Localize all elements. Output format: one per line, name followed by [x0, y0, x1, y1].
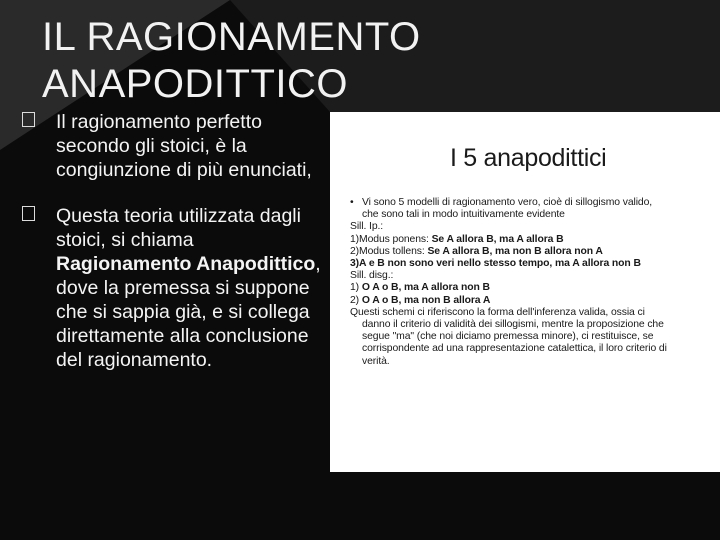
panel-modus-ponens	[350, 234, 710, 246]
bullet-item-1	[22, 110, 322, 182]
panel-intro-text-1: Vi sono 5 modelli di ragionamento vero, cioè di sillogismo valido,	[362, 197, 653, 208]
panel-conclusion-line-1: Questi schemi ci riferiscono la forma dell'inferenza valida, ossia ci	[350, 306, 645, 318]
bullet-text-2-after: , dove la premessa si suppone che si sappia già, e si collega direttamente alla conclusione del ragionamento.	[56, 253, 321, 371]
slide-title	[42, 14, 462, 108]
embedded-slide-image	[330, 112, 720, 472]
panel-disg-1-label: 1)	[350, 282, 362, 294]
panel-modus-ponens-rule: Se A allora B, ma A allora B	[431, 233, 564, 245]
panel-third-rule-text: 3)A e B non sono veri nello stesso tempo, ma A allora non B	[350, 258, 641, 270]
panel-modus-ponens-label: 1)Modus ponens:	[350, 233, 432, 245]
panel-intro-line-1	[350, 197, 710, 209]
bullet-box-icon	[22, 206, 35, 221]
panel-sill-ip: Sill. Ip.:	[350, 221, 384, 233]
bullet-text-2	[56, 204, 322, 372]
panel-disg-2-label: 2)	[350, 294, 362, 306]
slide-title-line-1: IL RAGIONAMENTO	[42, 15, 421, 59]
panel-body	[350, 197, 710, 368]
panel-heading: I 5 anapodittici	[450, 144, 607, 172]
panel-sill-disg: Sill. disg.:	[350, 270, 394, 282]
slide-title-line-2: ANAPODITTICO	[42, 62, 349, 106]
panel-disg-1-rule: O A o B, ma A allora non B	[361, 282, 490, 294]
panel-conclusion-line-5: verità.	[362, 355, 390, 367]
bullet-box-icon	[22, 112, 35, 127]
bullet-text-2-bold: Ragionamento Anapodittico	[56, 253, 316, 275]
panel-third-rule	[350, 258, 710, 270]
bullet-text-1: Il ragionamento perfetto secondo gli stoici, è la congiunzione di più enunciati,	[56, 111, 312, 181]
panel-conclusion-line-3: segue "ma" (che noi diciamo premessa minore), ci restituisce, se	[362, 331, 654, 343]
panel-conclusion-line-2: danno il criterio di validità dei sillogismi, mentre la proposizione che	[362, 319, 664, 331]
panel-modus-tollens-rule: Se A allora B, ma non B allora non A	[427, 245, 603, 257]
panel-modus-tollens-label: 2)Modus tollens:	[350, 245, 428, 257]
panel-disg-2	[350, 295, 710, 307]
panel-intro-line-2: che sono tali in modo intuitivamente evidente	[362, 209, 565, 221]
panel-modus-tollens	[350, 246, 710, 258]
panel-disg-2-rule: O A o B, ma non B allora A	[361, 294, 491, 306]
bullet-list	[22, 110, 322, 394]
panel-bullet-mark: •	[350, 197, 354, 208]
bullet-item-2	[22, 204, 322, 372]
panel-conclusion-line-4: corrispondente ad una rappresentazione catalettica, il loro criterio di	[362, 343, 667, 355]
panel-disg-1	[350, 282, 710, 294]
bullet-text-2-before: Questa teoria utilizzata dagli stoici, si chiama	[56, 205, 301, 251]
